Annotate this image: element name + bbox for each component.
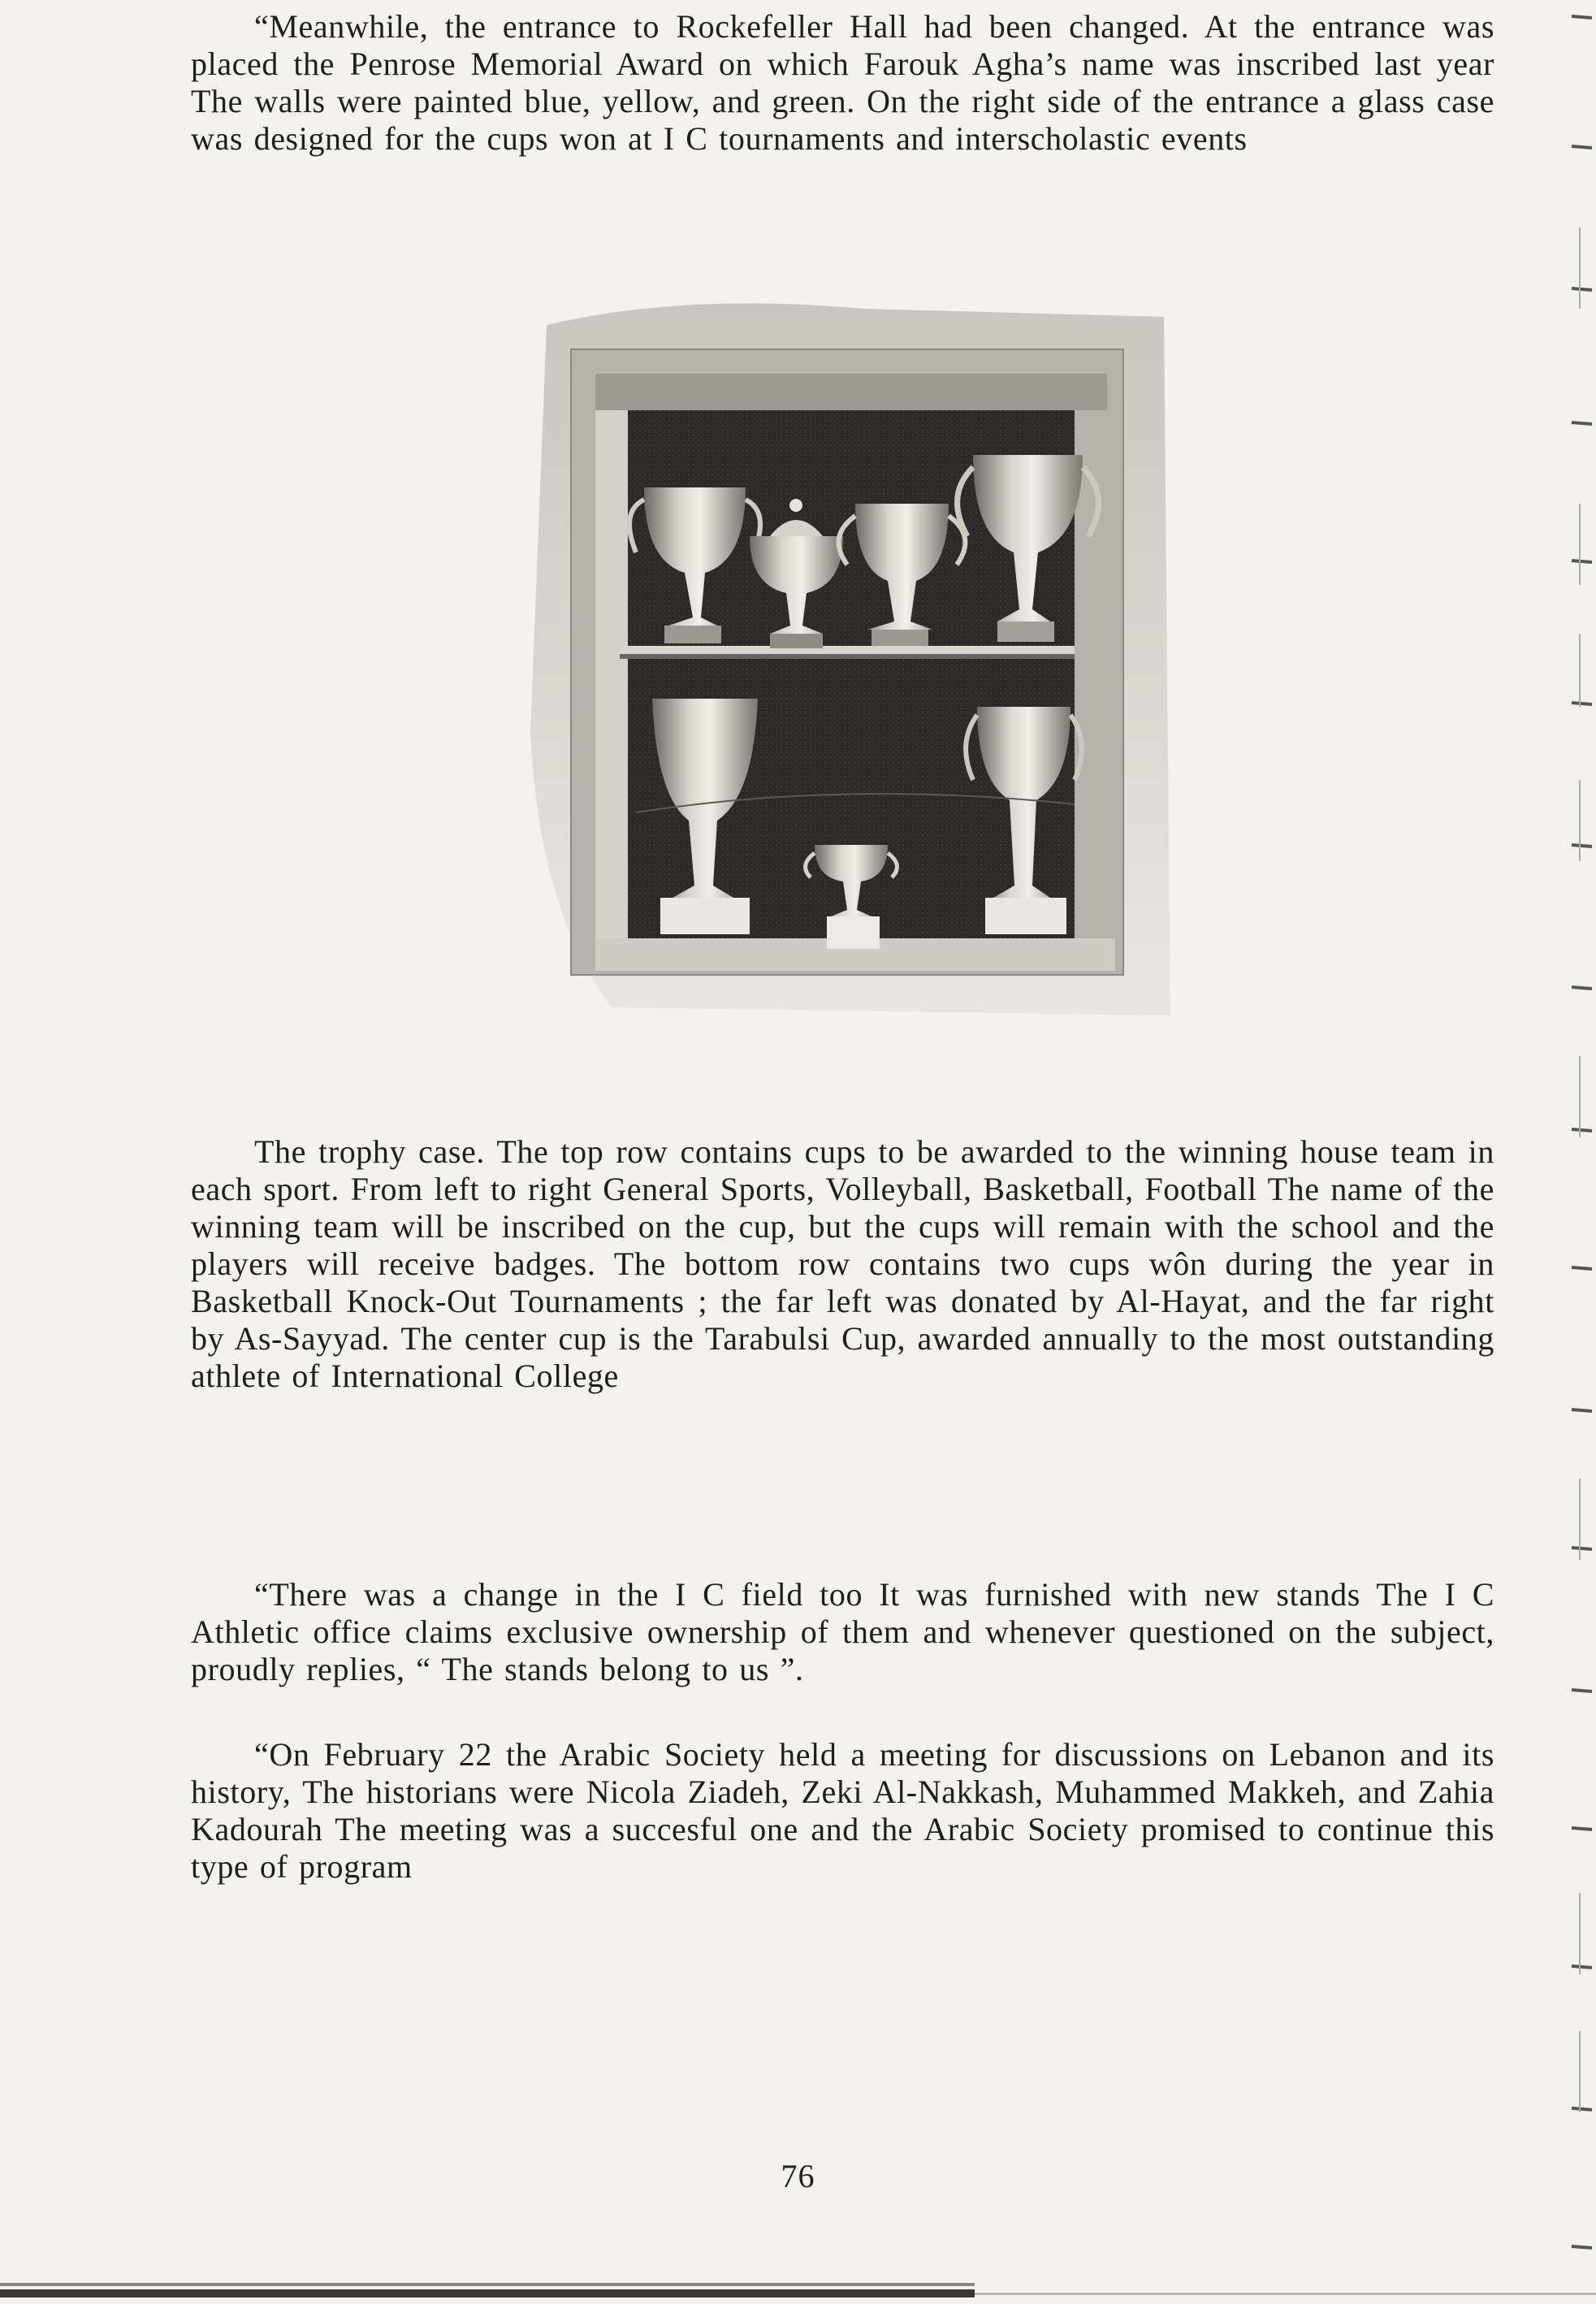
scan-bottom-edge bbox=[0, 2272, 1596, 2304]
paragraph-field-stands: “There was a change in the I C field too It was furnished with new stands The I C Athletic office claims exclusive ownership of them and whenever questioned on the subject, proudly replies, “ The stands belong to us ”. bbox=[191, 1576, 1494, 1687]
paragraph-entrance: “Meanwhile, the entrance to Rockefeller Hall had been changed. At the entrance was placed the Penrose Memorial Award on which Farouk Agha’s name was inscribed last year The walls were painted blue, yellow, and green. On the right side of the entrance a glass case was designed for the cups won at I C tournaments and interscholastic events bbox=[191, 8, 1494, 157]
paragraph-arabic-society: “On February 22 the Arabic Society held a meeting for discussions on Lebanon and its history, The historians were Nicola Ziadeh, Zeki Al-Nakkash, Muhammed Makkeh, and Zahia Kadourah The meeting was a succesful one and the Arabic Society promised to continue this type of program bbox=[191, 1736, 1494, 1885]
page-number: 76 bbox=[781, 2158, 815, 2194]
trophy-case-photo bbox=[522, 292, 1174, 1020]
binding-edge-marks bbox=[1547, 0, 1596, 2304]
photo-caption: The trophy case. The top row contains cups to be awarded to the winning house team in each sport. From left to right General Sports, Volleyball, Basketball, Football The name of the winning team will be inscribed on the cup, but the cups will remain with the school and the players will receive badges. The bottom row contains two cups wôn during the year in Basketball Knock-Out Tournaments ; the far left was donated by Al-Hayat, and the far right by As-Sayyad. The center cup is the Tarabulsi Cup, awarded annually to the most outstanding athlete of International College bbox=[191, 1133, 1494, 1394]
